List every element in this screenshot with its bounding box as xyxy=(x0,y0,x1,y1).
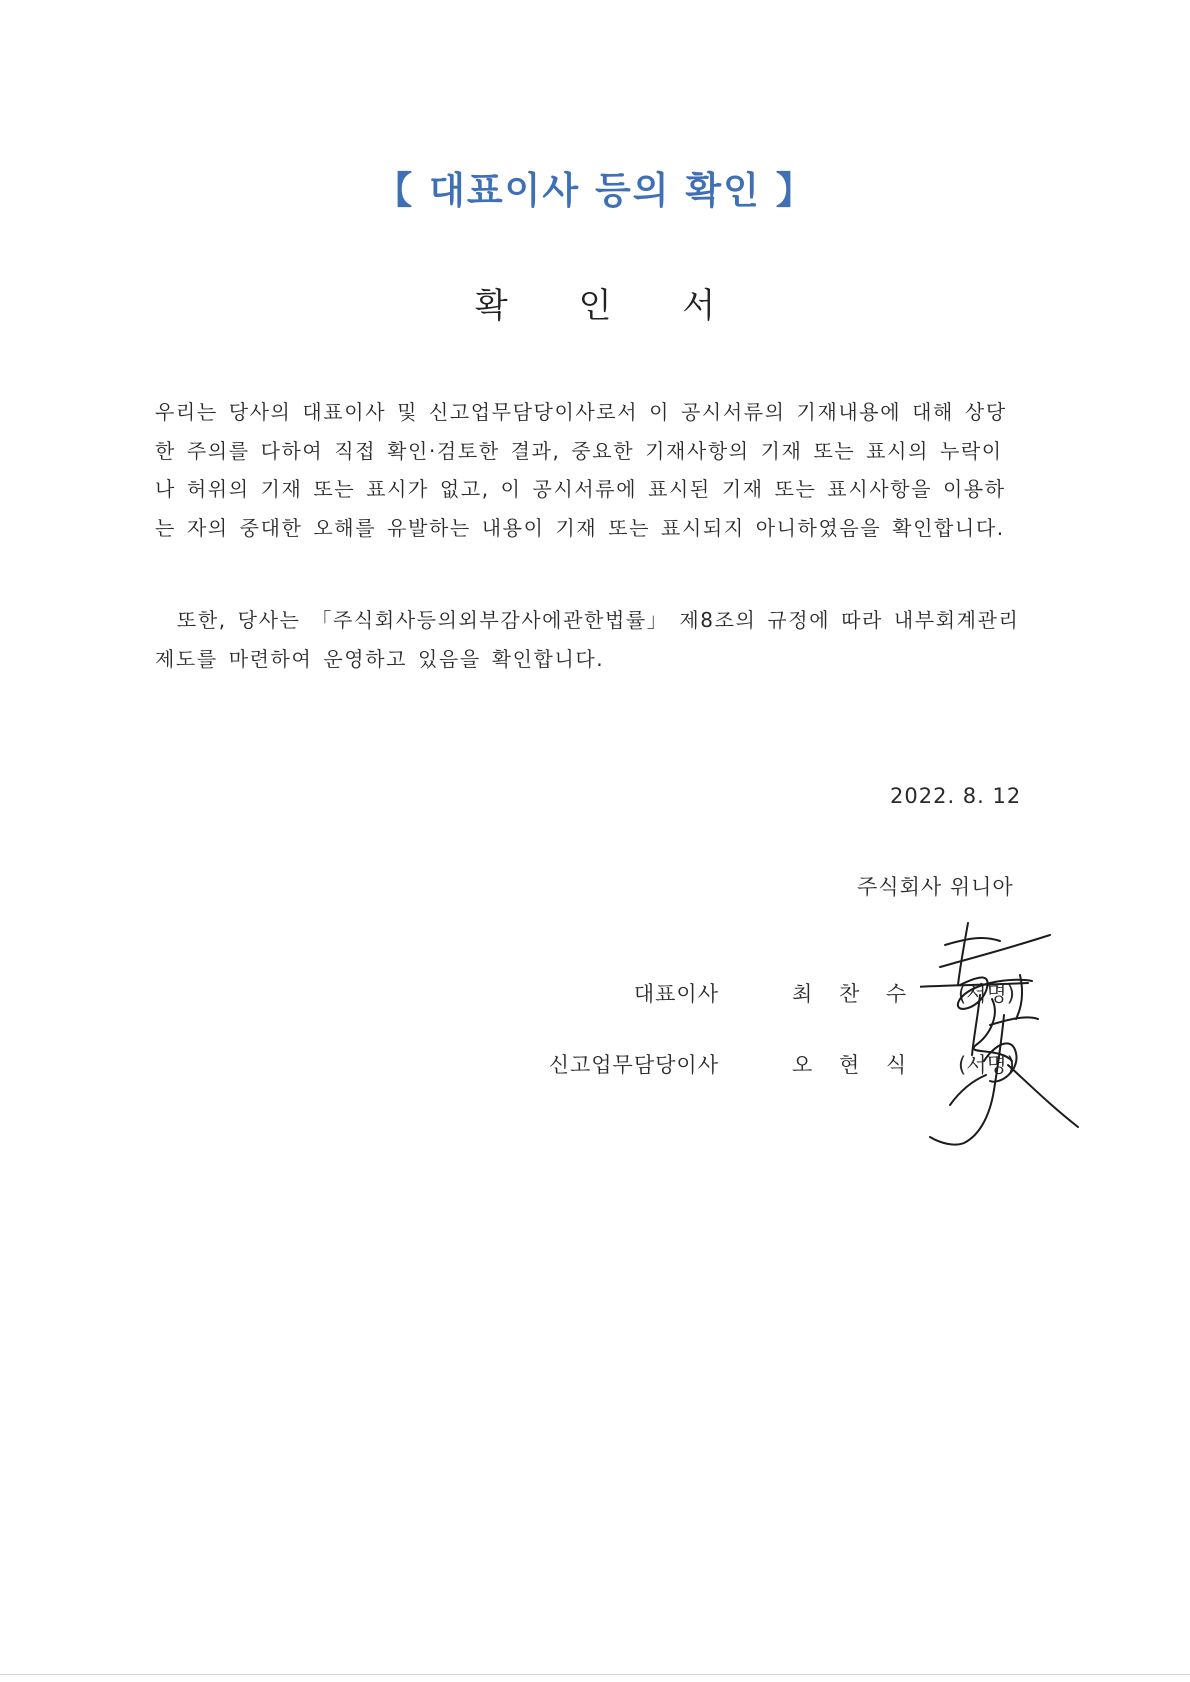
signatory-role: 대표이사 xyxy=(633,982,719,1006)
handwritten-signature xyxy=(920,915,1090,1165)
signatory-name: 최 찬 수 xyxy=(792,982,917,1006)
paragraph-line: 한 주의를 다하여 직접 확인·검토한 결과, 중요한 기재사항의 기재 또는 표시의 누락이 xyxy=(155,438,1003,463)
paragraph-line: 나 허위의 기재 또는 표시가 없고, 이 공시서류에 표시된 기재 또는 표시사항을 이용하 xyxy=(155,477,1006,501)
document-title: 확 인 서 xyxy=(474,286,746,326)
paragraph-line: 우리는 당사의 대표이사 및 신고업무담당이사로서 이 공시서류의 기재내용에 대해 상당 xyxy=(155,400,1007,424)
document-date: 2022. 8. 12 xyxy=(890,784,1022,808)
internal-control-paragraph xyxy=(155,601,1060,678)
section-heading: 【 대표이사 등의 확인 】 xyxy=(375,169,815,212)
paragraph-line: 제도를 마련하여 운영하고 있음을 확인합니다. xyxy=(155,646,605,671)
confirmation-paragraph xyxy=(155,393,1060,547)
signature-mark: (서명) xyxy=(958,1053,1015,1077)
page-bottom-edge xyxy=(0,1674,1190,1675)
signature-mark: (서명) xyxy=(958,982,1015,1006)
paragraph-line: 는 자의 중대한 오해를 유발하는 내용이 기재 또는 표시되지 아니하였음을 확인합니다. xyxy=(155,515,1005,540)
signatory-role: 신고업무담당이사 xyxy=(548,1053,719,1077)
paragraph-line: 또한, 당사는 「주식회사등의외부감사에관한법률」 제8조의 규정에 따라 내부회계관리 xyxy=(155,608,1020,632)
signatory-name: 오 현 식 xyxy=(792,1053,917,1077)
company-name: 주식회사 위니아 xyxy=(857,875,1014,899)
